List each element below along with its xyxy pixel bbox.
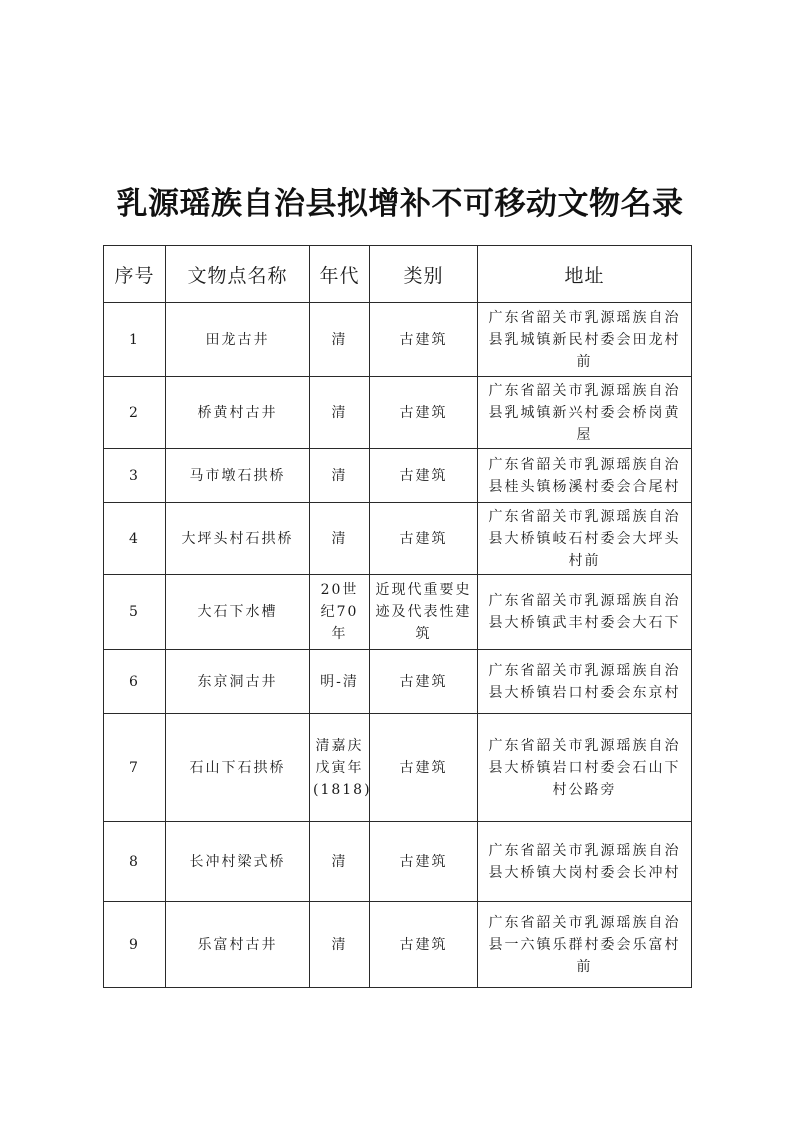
row-name: 石山下石拱桥: [166, 714, 310, 822]
row-era: 明-清: [310, 650, 370, 714]
row-name: 乐富村古井: [166, 902, 310, 988]
row-address: 广东省韶关市乳源瑶族自治县大桥镇大岗村委会长冲村: [478, 822, 692, 902]
row-name: 东京洞古井: [166, 650, 310, 714]
table-row: [104, 575, 692, 650]
row-type: 近现代重要史迹及代表性建筑: [370, 575, 478, 650]
header-address: 地址: [478, 246, 692, 303]
table-row: [104, 377, 692, 449]
row-type: 古建筑: [370, 503, 478, 575]
header-row: [104, 246, 692, 303]
row-num: 6: [104, 650, 166, 714]
document-title: 乳源瑶族自治县拟增补不可移动文物名录: [116, 186, 684, 222]
row-era: 清: [310, 503, 370, 575]
row-num: 5: [104, 575, 166, 650]
row-type: 古建筑: [370, 303, 478, 377]
row-type: 古建筑: [370, 650, 478, 714]
header-num: 序号: [104, 246, 166, 303]
row-name: 大石下水槽: [166, 575, 310, 650]
header-name: 文物点名称: [166, 246, 310, 303]
row-num: 7: [104, 714, 166, 822]
table-row: [104, 822, 692, 902]
header-era: 年代: [310, 246, 370, 303]
row-num: 4: [104, 503, 166, 575]
row-address: 广东省韶关市乳源瑶族自治县大桥镇岩口村委会石山下村公路旁: [478, 714, 692, 822]
row-era: 清: [310, 449, 370, 503]
table-row: [104, 650, 692, 714]
table-row: [104, 714, 692, 822]
row-num: 2: [104, 377, 166, 449]
row-era: 清: [310, 902, 370, 988]
row-num: 1: [104, 303, 166, 377]
row-address: 广东省韶关市乳源瑶族自治县乳城镇新民村委会田龙村前: [478, 303, 692, 377]
row-num: 8: [104, 822, 166, 902]
row-name: 桥黄村古井: [166, 377, 310, 449]
heritage-table: [103, 245, 692, 988]
row-address: 广东省韶关市乳源瑶族自治县桂头镇杨溪村委会合尾村: [478, 449, 692, 503]
table-row: [104, 449, 692, 503]
row-type: 古建筑: [370, 714, 478, 822]
row-num: 3: [104, 449, 166, 503]
row-address: 广东省韶关市乳源瑶族自治县大桥镇岩口村委会东京村: [478, 650, 692, 714]
row-era: 清: [310, 822, 370, 902]
row-address: 广东省韶关市乳源瑶族自治县大桥镇武丰村委会大石下: [478, 575, 692, 650]
row-era: 清: [310, 377, 370, 449]
row-address: 广东省韶关市乳源瑶族自治县大桥镇岐石村委会大坪头村前: [478, 503, 692, 575]
header-type: 类别: [370, 246, 478, 303]
row-name: 马市墩石拱桥: [166, 449, 310, 503]
row-era: 20世纪70年: [310, 575, 370, 650]
row-address: 广东省韶关市乳源瑶族自治县一六镇乐群村委会乐富村前: [478, 902, 692, 988]
row-name: 长冲村梁式桥: [166, 822, 310, 902]
row-era: 清嘉庆戊寅年(1818): [310, 714, 370, 822]
table-row: [104, 902, 692, 988]
table-row: [104, 303, 692, 377]
row-type: 古建筑: [370, 902, 478, 988]
row-type: 古建筑: [370, 449, 478, 503]
table-row: [104, 503, 692, 575]
row-name: 田龙古井: [166, 303, 310, 377]
row-name: 大坪头村石拱桥: [166, 503, 310, 575]
row-type: 古建筑: [370, 377, 478, 449]
row-type: 古建筑: [370, 822, 478, 902]
row-num: 9: [104, 902, 166, 988]
row-address: 广东省韶关市乳源瑶族自治县乳城镇新兴村委会桥岗黄屋: [478, 377, 692, 449]
row-era: 清: [310, 303, 370, 377]
